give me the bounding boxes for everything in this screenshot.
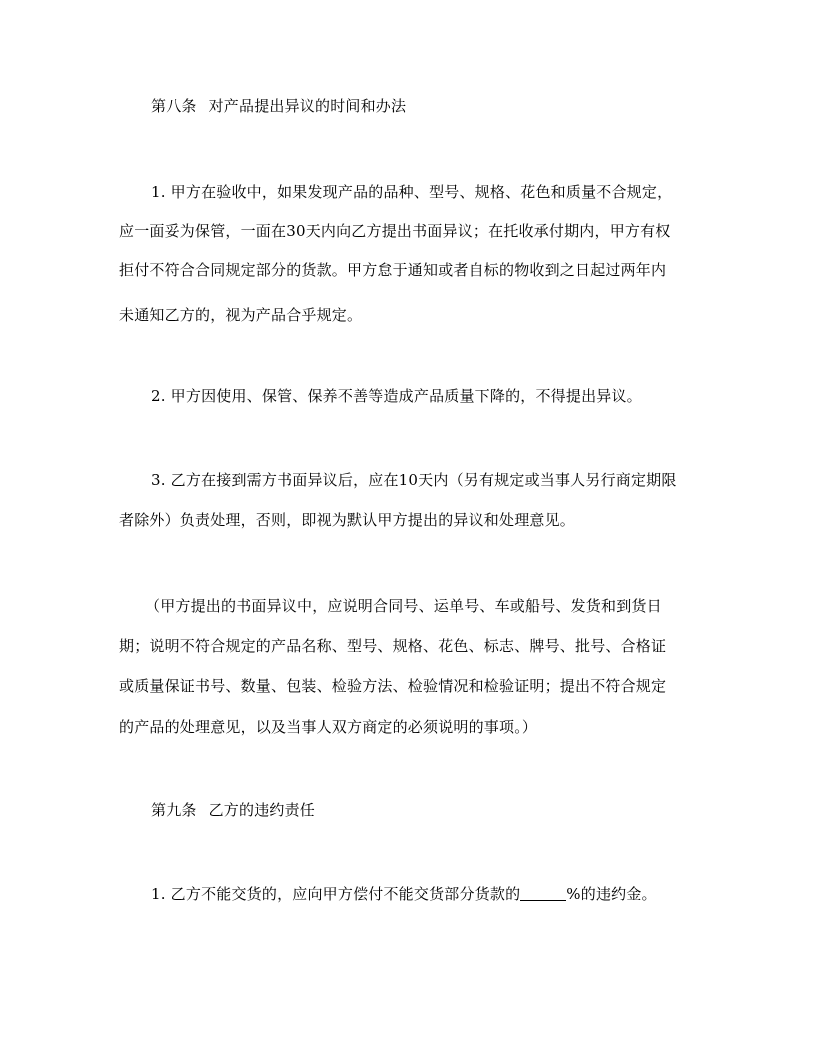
section-8-item-1-line-3: 拒付不符合合同规定部分的货款。甲方怠于通知或者自标的物收到之日起过两年内 [119, 261, 667, 279]
section-9-item-1-text-before: 1. 乙方不能交货的，应向甲方偿付不能交货部分货款的 [151, 885, 521, 903]
section-8-item-1-line-1: 1. 甲方在验收中，如果发现产品的品种、型号、规格、花色和质量不合规定， [151, 183, 673, 201]
section-8-number: 第八条 [151, 97, 197, 115]
section-8-note-line-2: 期；说明不符合规定的产品名称、型号、规格、花色、标志、牌号、批号、合格证 [119, 637, 667, 655]
section-8-item-3-line-1: 3. 乙方在接到需方书面异议后，应在10天内（另有规定或当事人另行商定期限 [151, 471, 677, 489]
section-8-note-line-3: 或质量保证书号、数量、包装、检验方法、检验情况和检验证明；提出不符合规定 [119, 677, 667, 695]
penalty-rate-blank [520, 885, 566, 901]
section-9-heading [151, 800, 315, 820]
section-9-item-1-text-after: %的违约金。 [566, 885, 657, 903]
section-8-item-1-line-2: 应一面妥为保管，一面在30天内向乙方提出书面异议；在托收承付期内，甲方有权 [119, 222, 671, 240]
section-9-title: 乙方的违约责任 [208, 801, 316, 819]
section-8-item-1-line-4: 未通知乙方的，视为产品合乎规定。 [119, 306, 363, 324]
section-8-item-2: 2. 甲方因使用、保管、保养不善等造成产品质量下降的，不得提出异议。 [151, 387, 642, 405]
section-9-item-1 [151, 884, 657, 904]
section-8-item-3-line-2: 者除外）负责处理，否则，即视为默认甲方提出的异议和处理意见。 [119, 511, 576, 529]
section-8-note-line-4: 的产品的处理意见，以及当事人双方商定的必须说明的事项。） [119, 718, 538, 736]
section-9-number: 第九条 [151, 801, 197, 819]
section-8-note-line-1: （甲方提出的书面异议中，应说明合同号、运单号、车或船号、发货和到货日 [145, 597, 662, 615]
section-8-heading [151, 96, 406, 116]
section-8-title: 对产品提出异议的时间和办法 [208, 97, 407, 115]
